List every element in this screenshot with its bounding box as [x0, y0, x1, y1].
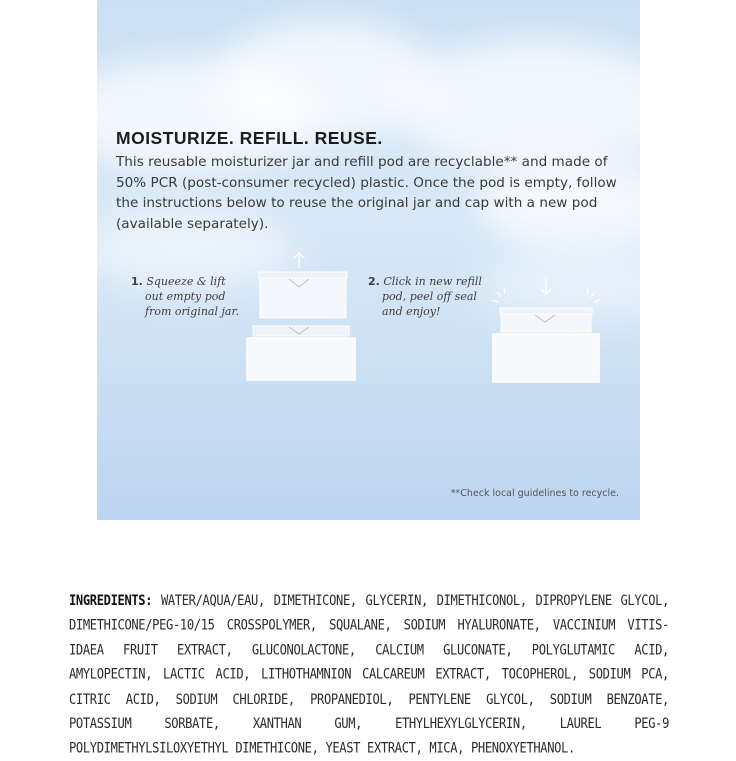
- ingredients-list: [69, 589, 669, 761]
- arrow-up-icon: [294, 253, 304, 268]
- step-1-number: 1.: [131, 275, 143, 288]
- step-1-illustration: [242, 248, 362, 388]
- step-1-label: [131, 274, 239, 319]
- ingredients-text: WATER/AQUA/EAU, DIMETHICONE, GLYCERIN, DIMETHICONOL, DIPROPYLENE GLYCOL, DIMETHICONE/PEG-10/15 CROSSPOLYMER, SQUALANE, SODIUM HYALURONATE, VACCINIUM VITIS-IDAEA FRUIT EXTRACT, GLUCONOLACTONE, CALCIUM GLUCONATE, POLYGLUTAMIC ACID, AMYLOPECTIN, LACTIC ACID, LITHOTHAMNION CALCAREUM EXTRACT, TOCOPHEROL, SODIUM PCA, CITRIC ACID, SODIUM CHLORIDE, PROPANEDIOL, PENTYLENE GLYCOL, SODIUM BENZOATE, POTASSIUM SORBATE, XANTHAN GUM, ETHYLHEXYLGLYCERIN, LAUREL PEG-9 POLYDIMETHYLSILOXYETHYL DIMETHICONE, YEAST EXTRACT, MICA, PHENOXYETHANOL.: [69, 592, 669, 757]
- headline: MOISTURIZE. REFILL. REUSE.: [116, 128, 383, 148]
- jar-icon: [493, 334, 599, 382]
- step-2-line-1: Click in new refill: [383, 275, 482, 288]
- refill-instructions-panel: [97, 0, 640, 520]
- step-2-line-3: and enjoy!: [382, 305, 441, 318]
- pod-icon: [259, 272, 347, 318]
- step-1-line-2: out empty pod: [145, 290, 226, 303]
- pod-icon: [500, 308, 592, 332]
- arrow-down-icon: [541, 278, 551, 294]
- jar-icon: [247, 326, 355, 380]
- ingredients-label: INGREDIENTS:: [69, 592, 153, 609]
- recycle-footnote: **Check local guidelines to recycle.: [450, 488, 619, 499]
- step-2-line-2: pod, peel off seal: [382, 290, 477, 303]
- step-2-illustration: [487, 270, 612, 390]
- step-1-line-1: Squeeze & lift: [146, 275, 226, 288]
- step-2-label: [368, 274, 482, 319]
- body-text: This reusable moisturizer jar and refill pod are recyclable** and made of 50% PCR (post-consumer recycled) plastic. Once the pod is empty, follow the instructions below to reuse the original jar and cap with a new pod (available separately).: [116, 154, 617, 232]
- step-1-line-3: from original jar.: [145, 305, 240, 318]
- step-2-number: 2.: [368, 275, 380, 288]
